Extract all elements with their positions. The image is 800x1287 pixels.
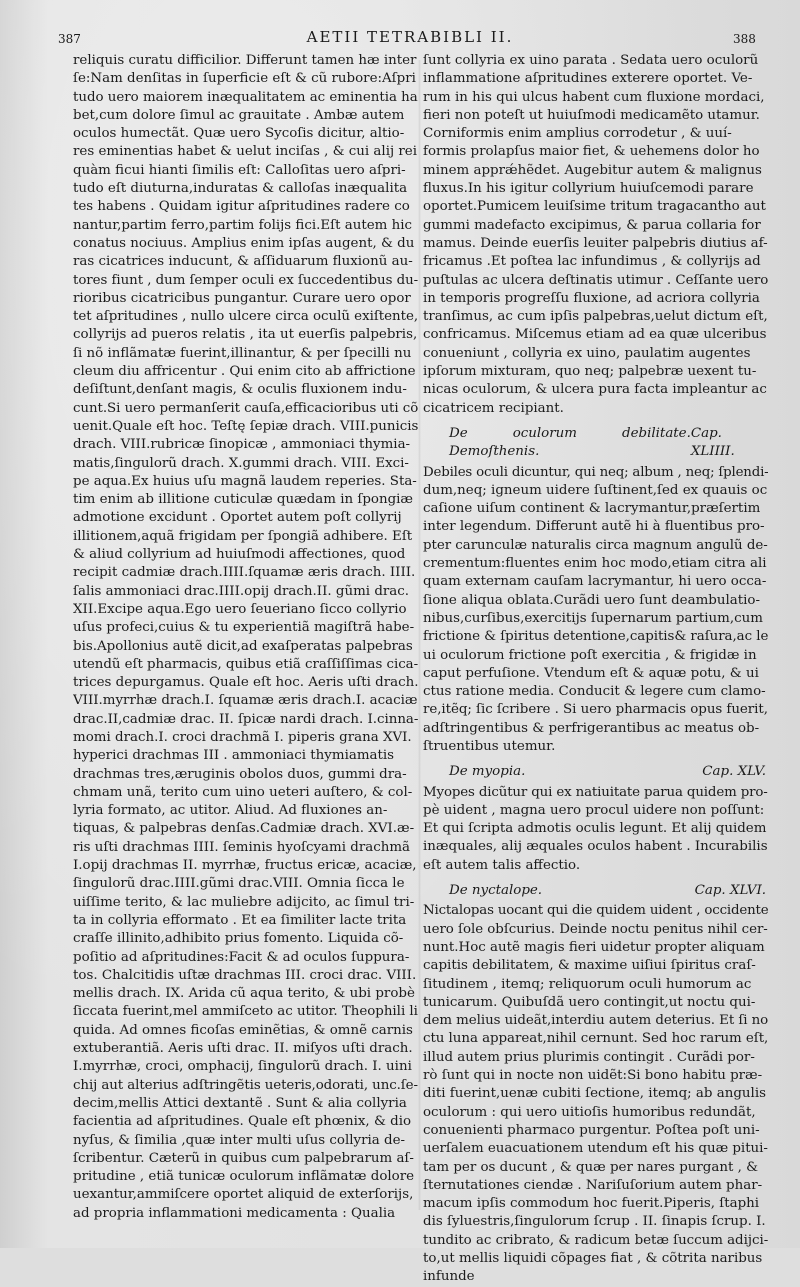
- text-line: ctu luna appareat,nihil cernunt. Sed hoc rarum eſt,: [423, 1031, 768, 1047]
- text-line: bet,cum dolore ſimul ac grauitate . Ambæ autem: [73, 107, 405, 123]
- text-line: nunt.Hoc autẽ magis fieri uidetur propter aliquam: [423, 939, 765, 955]
- text-line: ſcribentur. Cæterũ in quibus cum palpebrarum aſ-: [73, 1150, 414, 1166]
- text-line: I.myrrhæ, croci, omphacij, ſingulorũ drach. I. uini: [73, 1059, 412, 1075]
- text-line: lyria formato, ac utitor. Aliud. Ad fluxiones an-: [73, 803, 388, 819]
- text-line: extuberantiã. Aeris uſti drac. II. miſyos uſti drach.: [73, 1041, 413, 1057]
- text-line: fricamus .Et poſtea lac infundimus , & collyrijs ad: [423, 254, 761, 270]
- text-line: confricamus. Miſcemus etiam ad ea quæ ulceribus: [423, 327, 767, 343]
- text-line: infunde: [423, 1269, 475, 1285]
- text-line: pè uident , magna uero procul uidere non poſſunt:: [423, 802, 765, 818]
- chapter-title: De oculorum debilitate. Demoſthenis.: [449, 425, 691, 460]
- text-line: tet aſpritudines , nullo ulcere circa oculũ exiſtente,: [73, 309, 418, 325]
- text-line: ctus ratione media. Conducit & legere cum clamo-: [423, 684, 766, 700]
- text-line: ſingulorũ drac.IIII.gũmi drac.VIII. Omnia ſicca le: [73, 876, 405, 892]
- text-line: nantur,partim ferro,partim folijs fici.Eſt autem hic: [73, 217, 413, 233]
- folio-left: 387: [58, 32, 81, 46]
- left-column: [73, 52, 418, 1223]
- text-line: inflammatione aſpritudines exterere oportet. Ve-: [423, 71, 753, 87]
- text-line: rioribus cicatricibus pungantur. Curare uero opor: [73, 290, 411, 306]
- text-line: ris uſti drachmas IIII. ſeminis hyoſcyami drachmã: [73, 839, 411, 855]
- text-line: deſiſtunt,denſant magis, & oculis fluxionem indu-: [73, 382, 407, 398]
- text-line: uenit.Quale eſt hoc. Teſtę ſepiæ drach. VIII.punicis: [73, 418, 418, 434]
- text-line: tos. Chalcitidis uſtæ drachmas III. croci drac. VIII.: [73, 967, 417, 983]
- text-line: tranſimus, ac cum ipſis palpebras,uelut dictum eſt,: [423, 309, 768, 325]
- text-line: chij aut alterius adſtringẽtis ueteris,odorati, unc.ſe-: [73, 1077, 418, 1093]
- text-line: drachmas tres,æruginis obolos duos, gummi dra-: [73, 766, 407, 782]
- text-line: res eminentias habet & uelut inciſas , & cui alij rei: [73, 144, 417, 160]
- text-line: admotione excidunt . Oportet autem poſt collyrij: [73, 510, 402, 526]
- text-line: formis prolapſus maior fiet, & uehemens dolor ho: [423, 144, 760, 160]
- text-line: drach. VIII.rubricæ ſinopicæ , ammoniaci thymia-: [73, 437, 411, 453]
- text-line: rò ſunt qui in nocte non uidẽt:Si bono habitu præ-: [423, 1068, 763, 1084]
- text-line: puſtulas ac ulcera deſtinatis utimur . Ceſſante uero: [423, 272, 768, 288]
- text-line: momi drach.I. croci drachmã I. piperis grana XVI.: [73, 729, 412, 745]
- chapter-section: [423, 425, 768, 756]
- text-line: uexantur,ammiſcere oportet aliquid de exterſorijs,: [73, 1187, 414, 1203]
- text-line: hyperici drachmas III . ammoniaci thymiamatis: [73, 748, 395, 764]
- text-line: craſſe illinito,adhibito prius fomento. Liquida cõ-: [73, 931, 404, 947]
- text-line: adſtringentibus & perfrigerantibus ac meatus ob-: [423, 720, 760, 736]
- text-line: tudo uero maiorem inæqualitatem ac eminentia ha: [73, 89, 418, 105]
- text-line: poſitio ad aſpritudines:Facit & ad oculos ſuppura-: [73, 949, 410, 965]
- text-line: illud autem prius plurimis contingit . Curãdi por-: [423, 1049, 755, 1065]
- text-line: ſtruentibus utemur.: [423, 738, 556, 754]
- text-line: re,itẽq; ſic ſcribere . Si uero pharmacis opus fuerit,: [423, 702, 768, 718]
- text-line: reliquis curatu difficilior. Differunt tamen hæ inter: [73, 53, 417, 68]
- text-line: ui oculorum frictione poſt exercitia , & frigidæ in: [423, 647, 757, 663]
- folio-right: 388: [733, 32, 756, 46]
- text-line: oportet.Pumicem leuiſsime tritum tragacantho aut: [423, 199, 766, 215]
- text-line: quida. Ad omnes ficoſas eminẽtias, & omnẽ carnis: [73, 1022, 413, 1038]
- chapter-heading: [423, 425, 768, 462]
- column-gutter: [418, 60, 421, 1210]
- text-line: quam externam cauſam lacrymantur, hi uero occa-: [423, 574, 767, 590]
- text-line: dum,neq; igneum uidere ſuſtinent,ſed ex quauis oc: [423, 482, 768, 498]
- text-line: conueniunt , collyria ex uino, paulatim augentes: [423, 345, 751, 361]
- text-line: Debiles oculi dicuntur, qui neq; album , neq; ſplendi-: [423, 464, 768, 480]
- text-line: tim enim ab illitione cuticulæ quædam in ſpongiæ: [73, 492, 414, 508]
- page-header: [0, 28, 800, 52]
- text-line: inter legendum. Differunt autẽ hi à fluentibus pro-: [423, 519, 765, 535]
- chapter-heading: [423, 882, 768, 900]
- text-line: uero ſole obſcurius. Deinde noctu penitus nihil cer-: [423, 921, 768, 937]
- text-line: capitis debilitatem, & maxime uiſiui ſpiritus craſ-: [423, 958, 756, 974]
- text-line: uiſſime terito, & lac muliebre adijcito, ac ſimul tri-: [73, 894, 415, 910]
- text-line: tiquas, & palpebras denſas.Cadmiæ drach. XVI.æ-: [73, 821, 415, 837]
- text-line: ſitudinem , itemq; reliquorum oculi humorum ac: [423, 976, 752, 992]
- text-line: pter carunculæ naturalis circa magnum angulũ de-: [423, 537, 768, 553]
- chapter-number: Cap. XLV.: [702, 764, 766, 780]
- text-line: gummi madefacto excipimus, & parua collaria for: [423, 217, 761, 233]
- text-line: conuenienti pharmaco purgentur. Poſtea poſt uni-: [423, 1122, 760, 1138]
- text-line: bis.Apollonius autẽ dicit,ad exaſperatas palpebras: [73, 638, 413, 654]
- running-head: AETII TETRABIBLI II.: [306, 28, 514, 46]
- text-line: tudo eſt diuturna,induratas & calloſas inæqualita: [73, 181, 408, 197]
- text-line: trices depurgamus. Quale eſt hoc. Aeris uſti drach.: [73, 675, 418, 691]
- text-line: inæquales, alij æquales oculos habent . Incurabilis: [423, 839, 768, 855]
- text-line: ras cicatrices inducunt, & aſſiduarum fluxionũ au-: [73, 254, 413, 270]
- text-line: ſi nõ inflãmatæ fuerint,illinantur, & per ſpecilli nu: [73, 345, 412, 361]
- text-line: uerſalem euacuationem utendum eſt his quæ pitui-: [423, 1141, 768, 1157]
- text-line: quàm ficui hianti ſimilis eſt: Calloſitas uero aſpri-: [73, 162, 406, 178]
- text-line: ſe:Nam denſitas in ſuperficie eſt & cũ rubore:Aſpri: [73, 71, 416, 87]
- text-line: decim,mellis Attici dextantẽ . Sunt & alia collyria: [73, 1095, 407, 1111]
- right-column-intro: [423, 52, 768, 418]
- text-line: uſus profeci,cuius & tu experientiã magiſtrã habe-: [73, 620, 415, 636]
- chapter-heading: [423, 763, 768, 781]
- chapter-title: De myopia.: [449, 764, 526, 780]
- text-line: mamus. Deinde euerſis leuiter palpebris diutius af-: [423, 235, 768, 251]
- chapter-section: [423, 882, 768, 1287]
- text-line: chmam unã, terito cum uino ueteri auſtero, & col-: [73, 784, 413, 800]
- text-line: VIII.myrrhæ drach.I. ſquamæ æris drach.I. acaciæ: [73, 693, 418, 709]
- chapter-number: Cap. XLIIII.: [690, 425, 735, 460]
- text-line: diti fuerint,uenæ cubiti ſectione, itemq; ab angulis: [423, 1086, 766, 1102]
- text-line: cicatricem recipiant.: [423, 400, 564, 416]
- text-line: ſiccata fuerint,mel ammiſceto ac utitor. Theophili li: [73, 1004, 418, 1020]
- text-line: ad propria inflammationi medicamenta : Qualia: [73, 1205, 396, 1221]
- text-line: minem apprǽhẽdet. Augebitur autem & malignus: [423, 162, 762, 178]
- text-line: to,ut mellis liquidi cõpages fiat , & cõtrita naribus: [423, 1251, 763, 1266]
- text-line: matis,ſingulorũ drach. X.gummi drach. VIII. Exci-: [73, 455, 409, 471]
- text-line: nyſus, & ſimilia ,quæ inter multi uſus collyria de-: [73, 1132, 406, 1148]
- text-line: fluxus.In his igitur collyrium huiuſcemodi parare: [423, 181, 754, 197]
- text-line: I.opij drachmas II. myrrhæ, fructus ericæ, acaciæ,: [73, 858, 417, 874]
- text-line: recipit cadmiæ drach.IIII.ſquamæ æris drach. IIII.: [73, 565, 416, 581]
- text-line: ta in collyria efformato . Et ea ſimiliter lacte trita: [73, 912, 407, 928]
- text-line: Nictalopas uocant qui die quidem uident , occidente: [423, 903, 768, 919]
- text-line: nicas oculorum, & ulcera pura facta impleantur ac: [423, 382, 767, 398]
- chapter-number: Cap. XLVI.: [694, 883, 766, 899]
- text-line: pritudine , etiã tunicæ oculorum inflãmatæ dolore: [73, 1169, 415, 1185]
- text-line: illitionem,aquã frigidam per ſpongiã adhibere. Eſt: [73, 528, 413, 544]
- text-line: Et qui ſcripta admotis oculis legunt. Et alij quidem: [423, 821, 767, 837]
- text-line: conatus nociuus. Amplius enim ipſas augent, & du: [73, 235, 415, 251]
- text-line: ſione aliqua oblata.Curãdi uero ſunt deambulatio-: [423, 592, 760, 608]
- text-line: tunicarum. Quibuſdã uero contingit,ut noctu qui-: [423, 994, 756, 1010]
- text-line: frictione & ſpiritus detentione,capitis& raſura,ac le: [423, 629, 768, 645]
- text-line: macum ipſis commodum hoc fuerit.Piperis, ſtaphi: [423, 1196, 760, 1212]
- text-line: oculos humectãt. Quæ uero Sycoſis dicitur, altio-: [73, 126, 405, 142]
- chapter-section: [423, 763, 768, 875]
- text-line: Corniformis enim amplius corrodetur , & uuí-: [423, 126, 732, 142]
- text-line: ſternutationes ciendæ . Nariſuſorium autem phar-: [423, 1177, 763, 1193]
- text-line: cleum diu affricentur . Qui enim cito ab affrictione: [73, 364, 416, 380]
- text-line: caſione uiſum continent & lacrymantur,præſertim: [423, 501, 761, 517]
- text-line: facientia ad aſpritudines. Quale eſt phœnix, & dio: [73, 1114, 412, 1130]
- text-line: ipſorum mixturam, quo neq; palpebræ uexent tu-: [423, 364, 757, 380]
- text-line: Myopes dicũtur qui ex natiuitate parua quidem pro-: [423, 784, 768, 800]
- text-line: nibus,curſibus,exercitijs ſupernarum partium,cum: [423, 610, 763, 626]
- right-column-chapters: [423, 425, 768, 1287]
- text-line: ſunt collyria ex uino parata . Sedata uero oculorũ: [423, 53, 759, 68]
- chapter-title: De nyctalope.: [449, 883, 543, 899]
- text-line: drac.II,cadmiæ drac. II. ſpicæ nardi drach. I.cinna-: [73, 711, 418, 727]
- text-line: tes habens . Quidam igitur aſpritudines radere co: [73, 199, 410, 215]
- text-line: in temporis progreſſu fluxione, ad acriora collyria: [423, 290, 760, 306]
- text-line: dem melius uideãt,interdiu autem deterius. Et ſi no: [423, 1013, 768, 1029]
- text-line: XII.Excipe aqua.Ego uero ſeueriano ſicco collyrio: [73, 601, 407, 617]
- text-line: mellis drach. IX. Arida cũ aqua terito, & ubi probè: [73, 986, 415, 1002]
- text-line: tores fiunt , dum ſemper oculi ex ſuccedentibus du-: [73, 272, 418, 288]
- text-line: pe aqua.Ex huius uſu magnã laudem reperies. Sta-: [73, 473, 417, 489]
- text-line: collyrijs ad pueros relatis , ita ut euerſis palpebris,: [73, 327, 418, 343]
- text-line: eſt autem talis affectio.: [423, 857, 581, 873]
- right-column: [423, 52, 768, 1287]
- text-line: & aliud collyrium ad huiuſmodi affectiones, quod: [73, 547, 406, 563]
- text-line: fieri non poteſt ut huiuſmodi medicamẽto utamur.: [423, 107, 760, 123]
- text-line: utendũ eſt pharmacis, quibus etiã craſſiſſimas cica-: [73, 656, 418, 672]
- text-line: dis ſyluestris,ſingulorum ſcrup . II. ſinapis ſcrup. I.: [423, 1214, 766, 1230]
- text-line: crementum:fluentes enim hoc modo,etiam citra ali: [423, 556, 767, 572]
- text-line: ſalis ammoniaci drac.IIII.opij drach.II. gũmi drac.: [73, 583, 410, 599]
- text-line: tundito ac cribrato, & radicum betæ ſuccum adijci-: [423, 1232, 768, 1248]
- text-line: rum in his qui ulcus habent cum fluxione mordaci,: [423, 89, 765, 105]
- text-line: cunt.Si uero permanſerit cauſa,efficacioribus uti cõ: [73, 400, 418, 416]
- text-line: tam per os ducunt , & quæ per nares purgant , &: [423, 1159, 759, 1175]
- text-line: oculorum : qui uero uitioſis humoribus redundãt,: [423, 1104, 756, 1120]
- text-line: caput perfuſione. Vtendum eſt & aquæ potu, & ui: [423, 665, 759, 681]
